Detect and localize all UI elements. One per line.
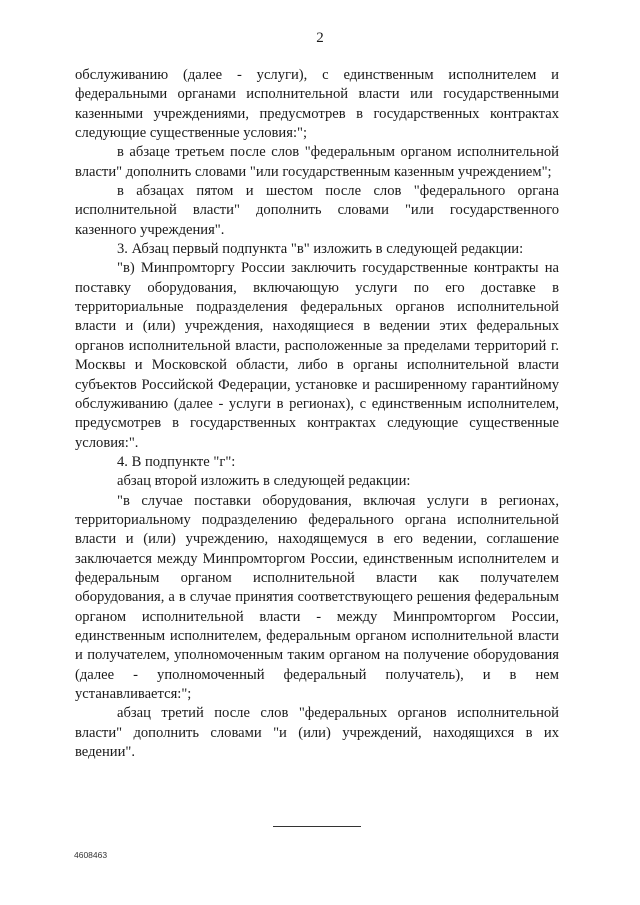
footer-divider <box>273 826 361 827</box>
page-number: 2 <box>316 30 324 46</box>
document-code: 4608463 <box>74 850 108 860</box>
paragraph-new-wording: "в случае поставки оборудования, включая услуги в регионах, территориальному подразделению федерального органа исполнительной власти и (или) учреждению, находящемуся в его ведении, соглашение заключается между Минпромторгом России, единственным исполнителем и федеральным органом исполнительной власти как получателем оборудования, а в случае принятия соответствующего решения федеральным органом исполнительной власти - между Минпромторгом России, единственным исполнителем, федеральным органом исполнительной власти и получателем, уполномоченным таким органом на получение оборудования (далее - уполномоченный федеральный получатель), и в нем устанавливается:"; <box>75 492 559 702</box>
paragraph-abzats-tretiy: в абзаце третьем после слов "федеральным органом исполнительной власти" дополнить словами "или государственным казенным учреждением"; <box>75 144 559 180</box>
paragraph-item-3: 3. Абзац первый подпункта "в" изложить в следующей редакции: <box>117 241 524 258</box>
paragraph-continuation: обслуживанию (далее - услуги), с единственным исполнителем и федеральными органами исполнительной власти или государственными казенными учреждениями, предусмотрев в государственных контрактах следующие существенные условия:"; <box>75 67 559 142</box>
paragraph-subitem-v: "в) Минпромторгу России заключить государственные контракты на поставку оборудования, включающую услуги по его доставке в территориальные подразделения федеральных органов исполнительной власти и (или) учреждения, находящиеся в ведении этих федеральных органов исполнительной власти, расположенные за пределами территорий г. Москвы и Московской области, либо в органы исполнительной власти субъектов Российской Федерации, установке и расширенному гарантийному обслуживанию (далее - услуги в регионах), с единственным исполнителем, предусмотрев в государственных контрактах следующие существенные условия:". <box>75 260 559 451</box>
paragraph-abzats-vtoroy: абзац второй изложить в следующей редакции: <box>117 473 411 490</box>
paragraph-abzatsy-pyatyy-shestoy: в абзацах пятом и шестом после слов "федерального органа исполнительной власти" дополнить словами "или государственного казенного учреждения". <box>75 183 559 238</box>
paragraph-item-4: 4. В подпункте "г": <box>117 453 236 470</box>
paragraph-abzats-tretiy-final: абзац третий после слов "федеральных органов исполнительной власти" дополнить словами "и (или) учреждений, находящихся в их ведении". <box>75 705 559 761</box>
document-body <box>75 66 559 762</box>
